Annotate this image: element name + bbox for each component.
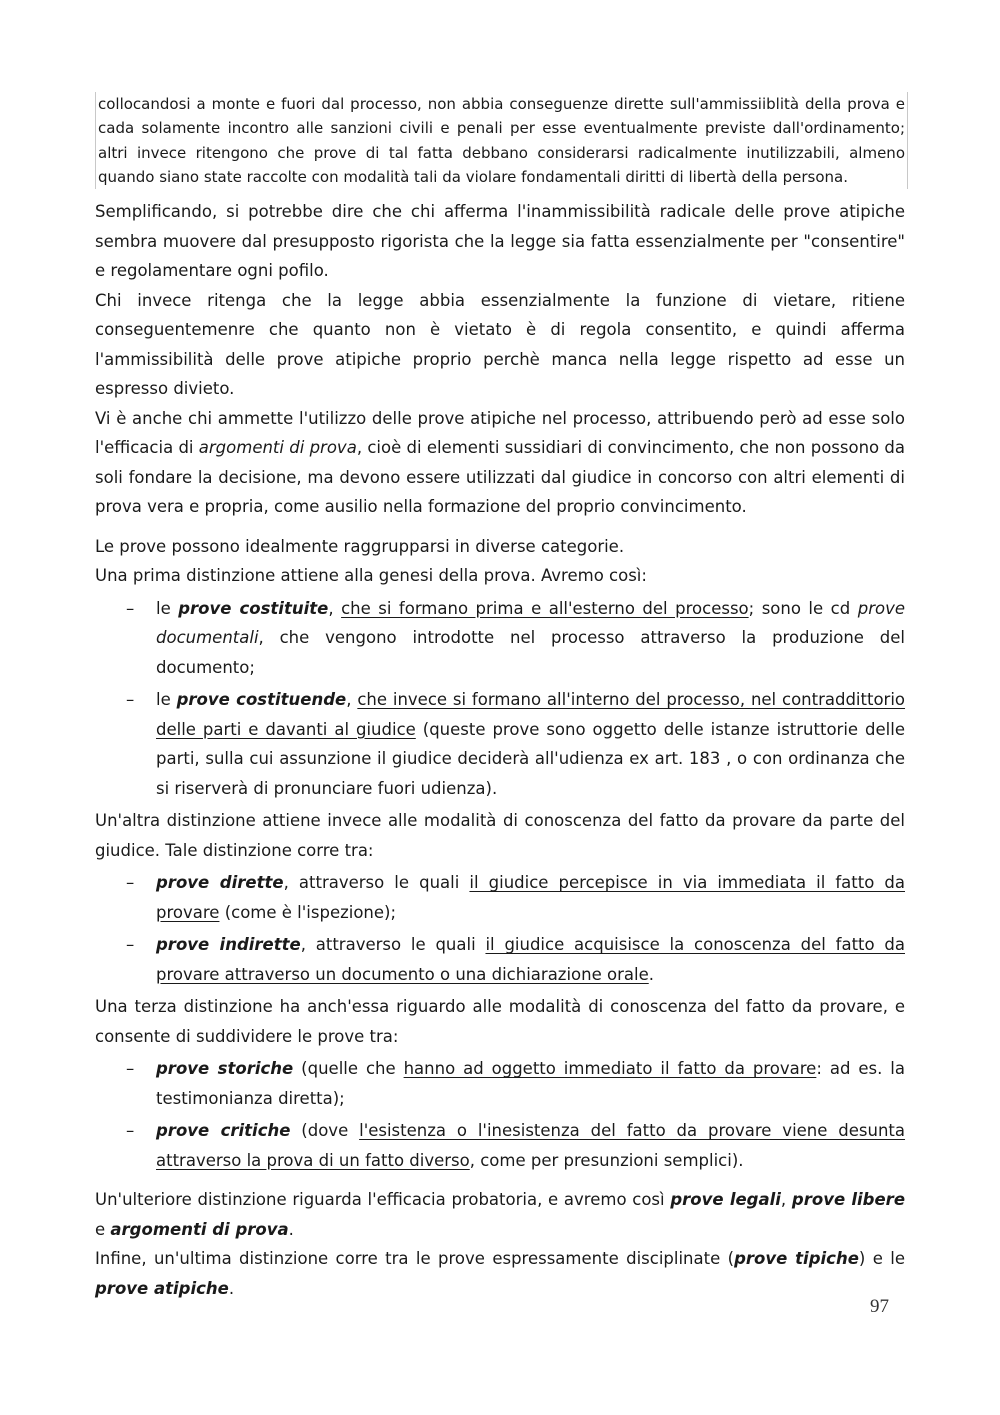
page-content (95, 92, 905, 1303)
list-item: – prove dirette, attraverso le quali il giudice percepisce in via immediata il fatto da provare (come è l'ispezione); (126, 873, 905, 922)
list-storiche-critiche (95, 1054, 905, 1175)
list-genesi (95, 594, 905, 804)
paragraph-2: Chi invece ritenga che la legge abbia essenzialmente la funzione di vietare, ritiene conseguentemenre che quanto non è vietato è di regola consentito, e quindi afferma l'ammissibilità delle prove atipiche proprio perchè manca nella legge rispetto ad esse un espresso divieto. (95, 290, 905, 399)
paragraph-6: Un'altra distinzione attiene invece alle modalità di conoscenza del fatto da provare da parte del giudice. Tale distinzione corre tra: (95, 811, 905, 860)
list-item: – prove critiche (dove l'esistenza o l'inesistenza del fatto da provare viene desunta attraverso la prova di un fatto diverso, come per presunzioni semplici). (126, 1121, 906, 1170)
page-number: 97 (870, 1296, 889, 1317)
quote-text: collocandosi a monte e fuori dal processo, non abbia conseguenze dirette sull'ammissiiblità della prova e cada solamente incontro alle sanzioni civili e penali per esse eventualmente previste dall'ordinamento; altri invece ritengono che prove di tal fatta debbano considerarsi radicalmente inutilizzabili, almeno quando siano state raccolte con modalità tali da violare fondamentali diritti di libertà della persona. (98, 95, 905, 186)
quoted-text-box (95, 92, 908, 189)
paragraph-8: Un'ulteriore distinzione riguarda l'efficacia probatoria, e avremo così prove legali, prove libere e argomenti di prova. (95, 1190, 906, 1239)
list-item: – prove indirette, attraverso le quali il giudice acquisisce la conoscenza del fatto da provare attraverso un documento o una dichiarazione orale. (126, 935, 905, 984)
paragraph-7: Una terza distinzione ha anch'essa riguardo alle modalità di conoscenza del fatto da provare, e consente di suddividere le prove tra: (95, 997, 905, 1046)
paragraph-3: Vi è anche chi ammette l'utilizzo delle prove atipiche nel processo, attribuendo però ad esse solo l'efficacia di argomenti di prova, cioè di elementi sussidiari di convincimento, che non possono da soli fondare la decisione, ma devono essere utilizzati dal giudice in concorso con altri elementi di prova vera e propria, come ausilio nella formazione del proprio convincimento. (95, 408, 906, 517)
document-body (95, 197, 905, 1303)
paragraph-4: Le prove possono idealmente raggrupparsi in diverse categorie. (95, 536, 625, 556)
list-item: – le prove costituite, che si formano prima e all'esterno del processo; sono le cd prove documentali, che vengono introdotte nel processo attraverso la produzione del documento; (126, 598, 905, 677)
paragraph-9: Infine, un'ultima distinzione corre tra le prove espressamente disciplinate (prove tipiche) e le prove atipiche. (95, 1249, 905, 1298)
list-conoscenza (95, 868, 905, 989)
list-item: – le prove costituende, che invece si formano all'interno del processo, nel contraddittorio delle parti e davanti al giudice (queste prove sono oggetto delle istanze istruttorie delle parti, sulla cui assunzione il giudice deciderà all'udienza ex art. 183 , o con ordinanza che si riserverà di pronunciare fuori udienza). (126, 690, 906, 798)
list-item: – prove storiche (quelle che hanno ad oggetto immediato il fatto da provare: ad es. la testimonianza diretta); (126, 1059, 905, 1108)
paragraph-1: Semplificando, si potrebbe dire che chi afferma l'inammissibilità radicale delle prove atipiche sembra muovere dal presupposto rigorista che la legge sia fatta essenzialmente per "consentire" e regolamentare ogni pofilo. (95, 202, 905, 281)
paragraph-5: Una prima distinzione attiene alla genesi della prova. Avremo così: (95, 566, 647, 586)
